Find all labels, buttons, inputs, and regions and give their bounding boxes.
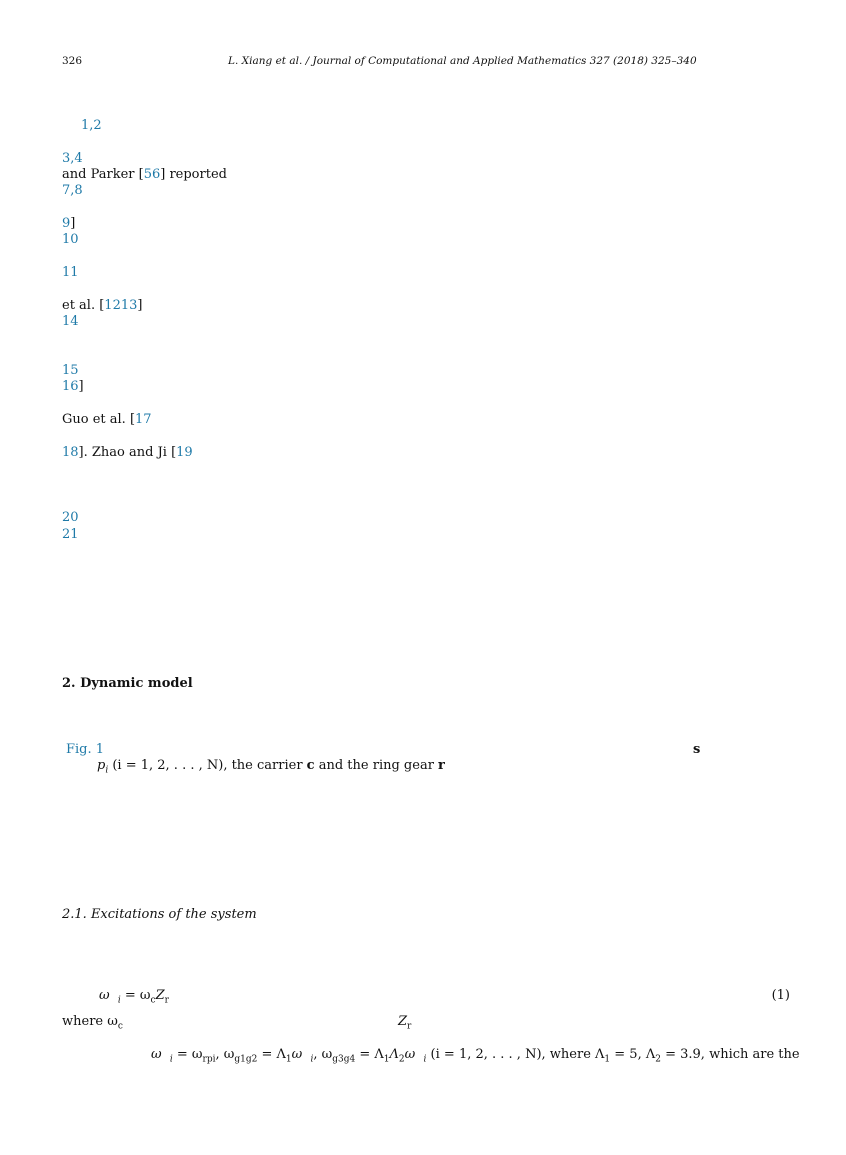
running-title: L. Xiang et al. / Journal of Computational and Applied Mathematics 327 (2018) 325–340	[228, 55, 697, 67]
eq-symbol: ω	[99, 988, 110, 1003]
eq-subscript: i	[117, 995, 121, 1006]
equation-1	[99, 988, 169, 1004]
citation-link[interactable]: 56	[143, 167, 161, 182]
eq-symbol: Z	[398, 1014, 408, 1029]
ref-line-2	[62, 151, 83, 167]
eq-symbol: Z	[155, 988, 165, 1003]
figure-ref-line	[66, 742, 104, 758]
eq-subscript: 2	[398, 1054, 405, 1065]
ref-line-9	[62, 314, 79, 330]
ref-line-8	[62, 298, 142, 314]
citation-link[interactable]: 10	[62, 232, 79, 247]
citation-link[interactable]: 18	[62, 445, 79, 460]
eq-subscript: rpi	[202, 1054, 216, 1065]
eq-subscript: 1	[604, 1054, 611, 1065]
ref-line-13	[62, 445, 193, 461]
where-line	[62, 1014, 123, 1030]
eq-subscript: r	[164, 995, 169, 1006]
page-number: 326	[62, 55, 83, 67]
sun-gear-label: s	[693, 742, 701, 757]
ref-line-12	[62, 412, 152, 428]
eq-subscript: i	[310, 1054, 314, 1065]
citation-link[interactable]: 14	[62, 314, 79, 329]
citation-link[interactable]: 1,2	[81, 118, 102, 133]
eq-subscript: g1g2	[234, 1054, 258, 1065]
eq-text: , ω	[215, 1047, 235, 1062]
citation-link[interactable]: 11	[62, 265, 79, 280]
ref-line-10	[62, 363, 79, 379]
eq-text: = ω	[120, 988, 151, 1003]
eq-symbol: ω	[291, 1047, 303, 1062]
body-text: where ω	[62, 1014, 118, 1029]
eq-text: = Λ	[257, 1047, 286, 1062]
citation-link[interactable]: 3,4	[62, 151, 83, 166]
body-text: Guo et al. [	[62, 412, 136, 427]
citation-link[interactable]: 9	[62, 216, 71, 231]
citation-link[interactable]: 17	[135, 412, 152, 427]
citation-link[interactable]: 7,8	[62, 183, 83, 198]
ring-teeth-symbol	[398, 1014, 411, 1030]
body-text: ] reported	[160, 167, 227, 182]
equation-number: (1)	[771, 988, 790, 1003]
carrier-symbol: c	[306, 758, 315, 773]
eq-text: = 5, Λ	[610, 1047, 656, 1062]
ref-line-5	[62, 216, 75, 232]
citation-link[interactable]: 15	[62, 363, 79, 378]
ref-line-15	[62, 527, 79, 543]
omega-relations-line	[151, 1047, 800, 1063]
ref-line-7	[62, 265, 79, 281]
eq-subscript: r	[407, 1021, 412, 1032]
body-text: ]	[70, 216, 76, 231]
eq-subscript: 1	[285, 1054, 292, 1065]
eq-symbol: ω	[404, 1047, 416, 1062]
ref-line-4	[62, 183, 83, 199]
eq-subscript: i	[423, 1054, 427, 1065]
citation-link[interactable]: 21	[62, 527, 79, 542]
body-text: et al. [	[62, 298, 105, 313]
eq-symbol: Λ	[389, 1047, 399, 1062]
eq-symbol: ω	[151, 1047, 162, 1062]
eq-subscript: i	[169, 1054, 173, 1065]
eq-subscript: 2	[655, 1054, 661, 1065]
body-text: ]	[137, 298, 143, 313]
ref-line-11	[62, 379, 84, 395]
eq-text: = ω	[172, 1047, 203, 1062]
body-text: ]	[78, 379, 84, 394]
eq-subscript: c	[117, 1021, 123, 1032]
body-text: and the ring gear	[314, 758, 439, 773]
eq-text: = 3.9, which are the	[660, 1047, 800, 1062]
body-text: and Parker [	[62, 167, 144, 182]
section-heading: 2. Dynamic model	[62, 676, 193, 691]
citation-link[interactable]: 19	[176, 445, 193, 460]
citation-link[interactable]: 20	[62, 510, 79, 525]
ref-line-1	[81, 118, 102, 134]
citation-link[interactable]: 16	[62, 379, 79, 394]
eq-subscript: 1	[383, 1054, 390, 1065]
eq-text: = Λ	[355, 1047, 384, 1062]
components-line	[97, 758, 445, 774]
subsection-heading: 2.1. Excitations of the system	[62, 907, 257, 922]
eq-text: , ω	[313, 1047, 333, 1062]
body-text: (i = 1, 2, . . . , N), the carrier	[108, 758, 307, 773]
eq-subscript: c	[150, 995, 156, 1006]
eq-subscript: g3g4	[332, 1054, 356, 1065]
planet-index: i	[105, 765, 109, 776]
eq-text: (i = 1, 2, . . . , N), where Λ	[426, 1047, 605, 1062]
ref-line-3	[62, 167, 227, 183]
planet-symbol: p	[97, 758, 106, 773]
ref-line-6	[62, 232, 79, 248]
citation-link[interactable]: 1213	[104, 298, 138, 313]
ref-line-14	[62, 510, 79, 526]
ring-symbol: r	[438, 758, 445, 773]
body-text: ]. Zhao and Ji [	[78, 445, 177, 460]
figure-link[interactable]: Fig. 1	[66, 742, 105, 757]
